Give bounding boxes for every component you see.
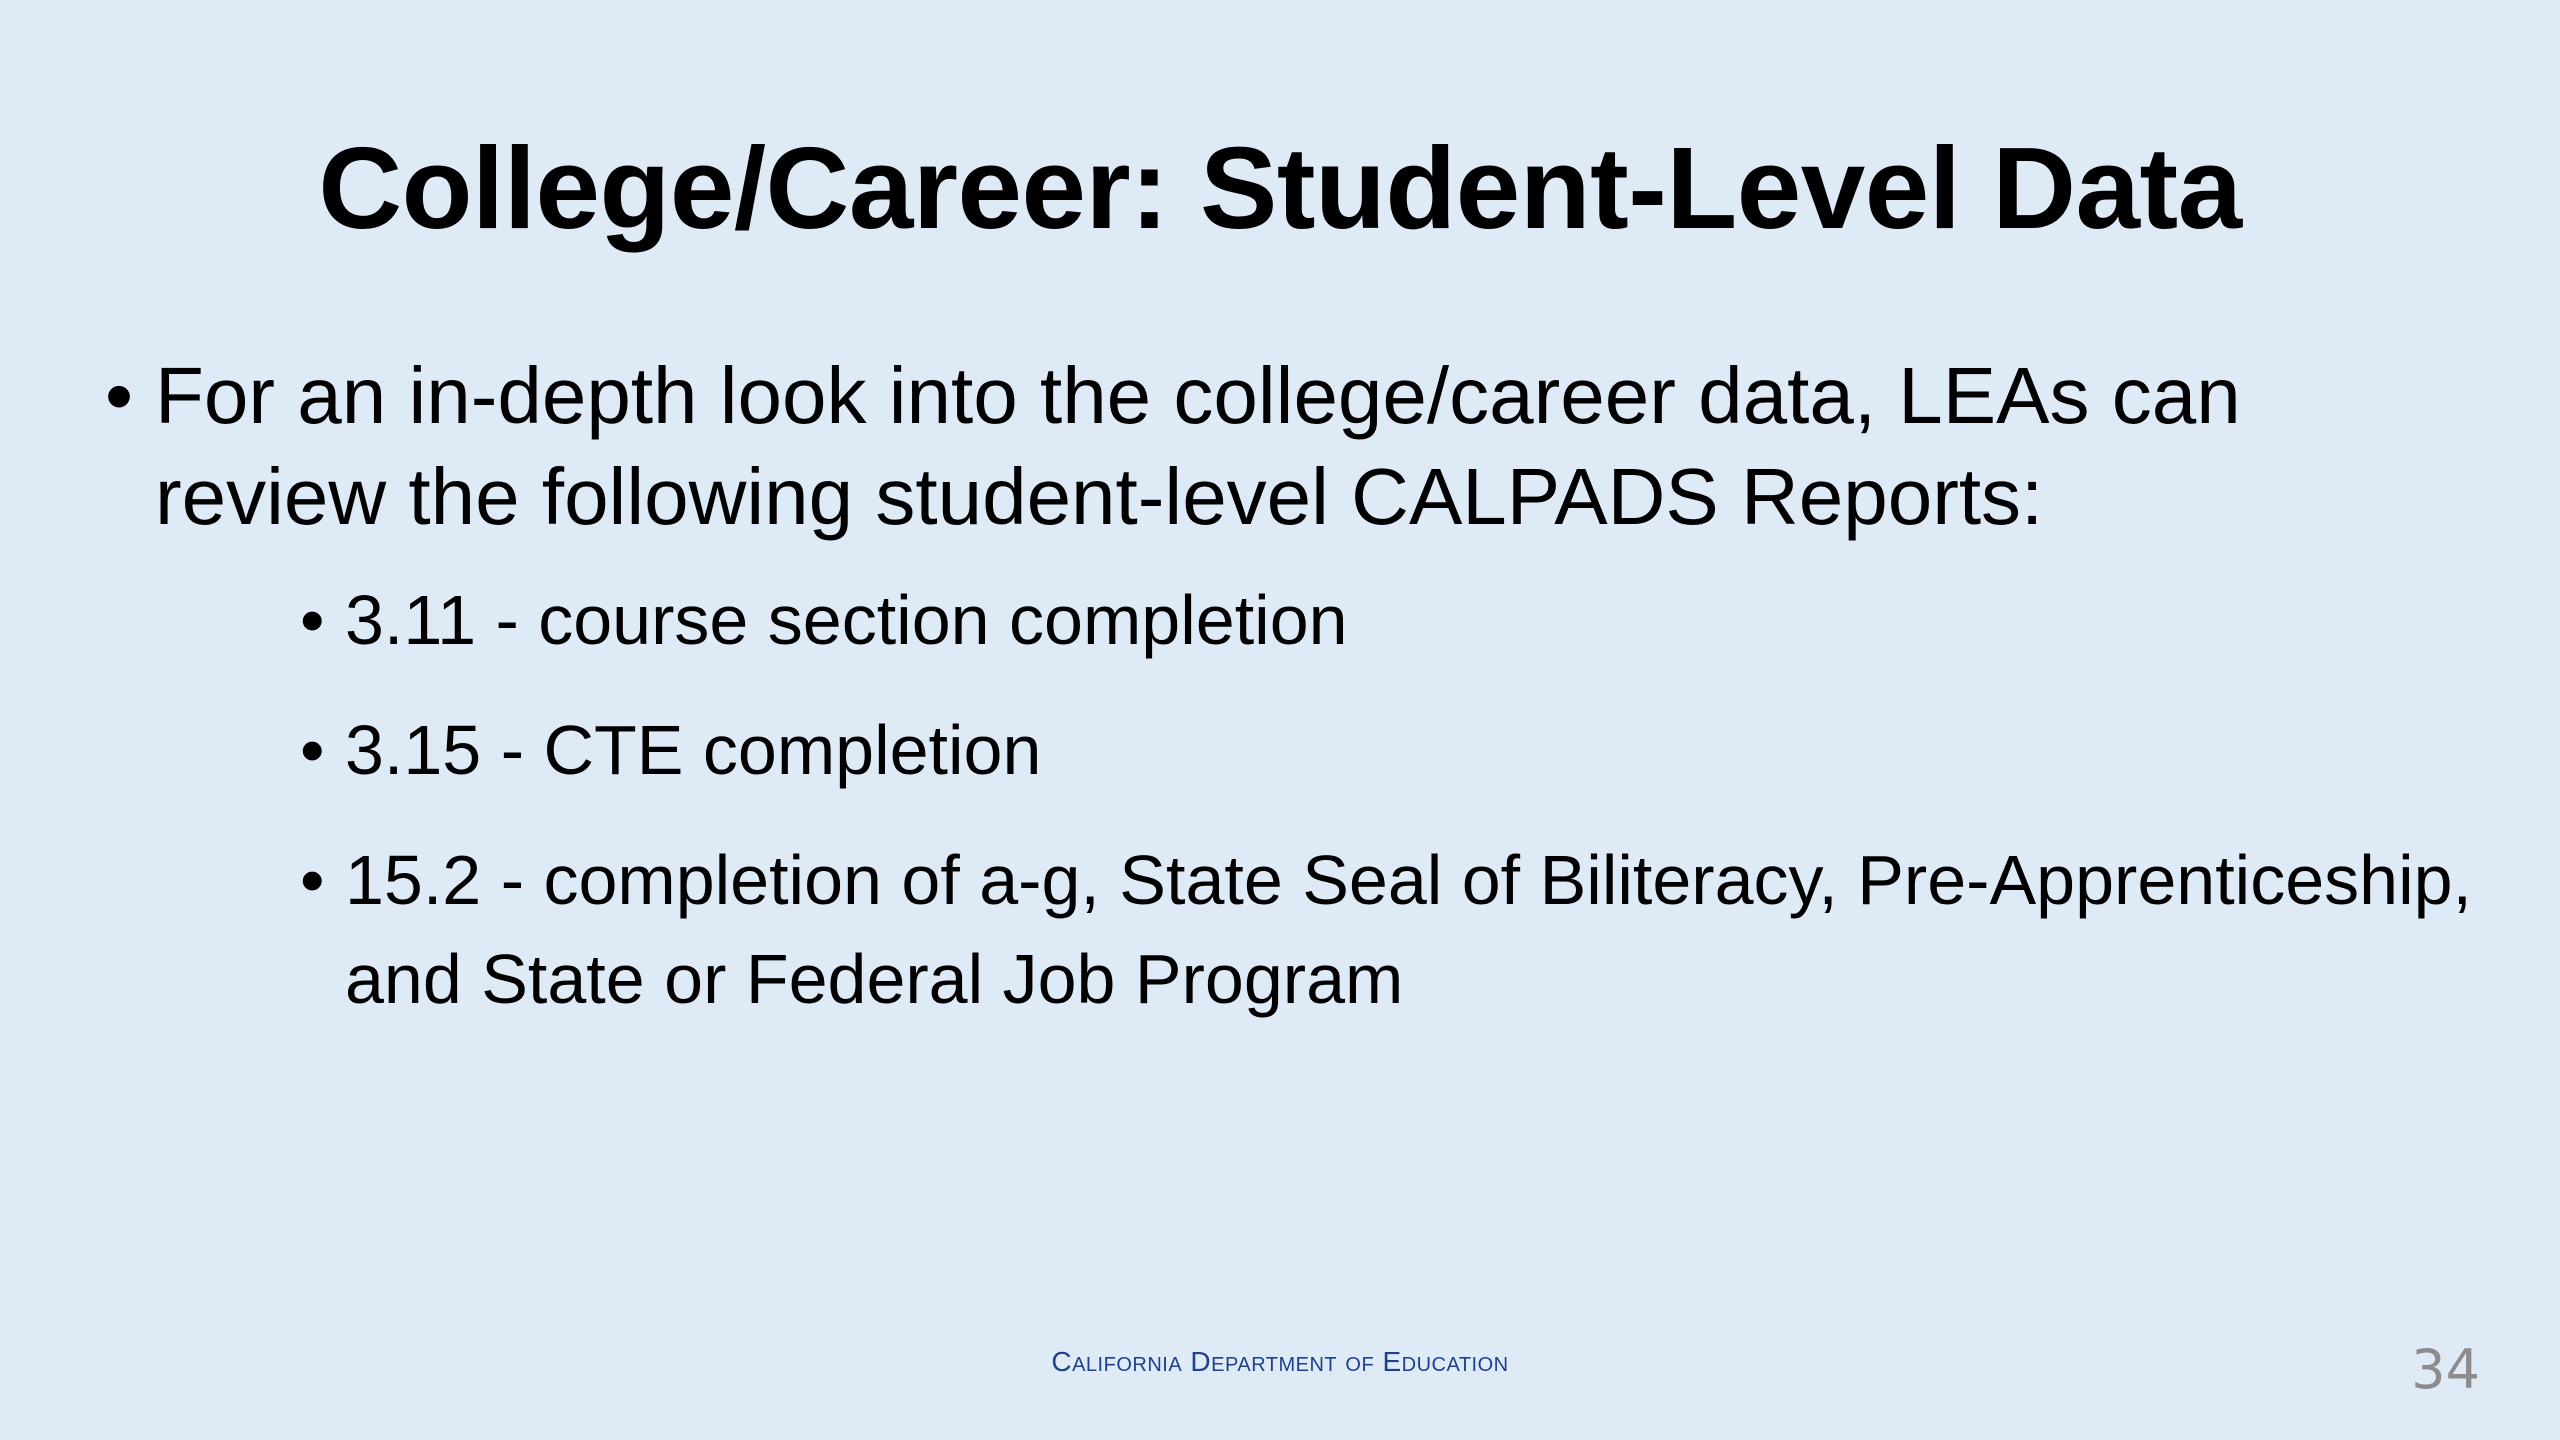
footer-organization: California Department of Education [1051,1346,1509,1377]
bullet-list [105,345,2485,1060]
bullet-dot: • [105,351,134,440]
sub-bullet-item [300,701,2485,800]
sub-bullet-text: 15.2 - completion of a-g, State Seal of Biliteracy, Pre-Apprenticeship, and State or Federal Job Program [345,841,2473,1018]
bullet-dot: • [300,581,325,659]
slide-title: College/Career: Student-Level Data [318,123,2242,253]
sub-bullet-item [300,571,2485,670]
bullet-dot: • [300,711,325,789]
sub-bullet-item [300,831,2485,1029]
page-number: 34 [2411,1338,2480,1401]
bullet-dot: • [300,841,325,919]
sub-bullet-text: 3.15 - CTE completion [345,711,1042,789]
sub-bullet-list [155,571,2485,1029]
sub-bullet-text: 3.11 - course section completion [345,581,1348,659]
main-bullet-item [105,345,2485,1029]
main-bullet-text: For an in-depth look into the college/career data, LEAs can review the following student-level CALPADS Reports: [155,351,2241,541]
